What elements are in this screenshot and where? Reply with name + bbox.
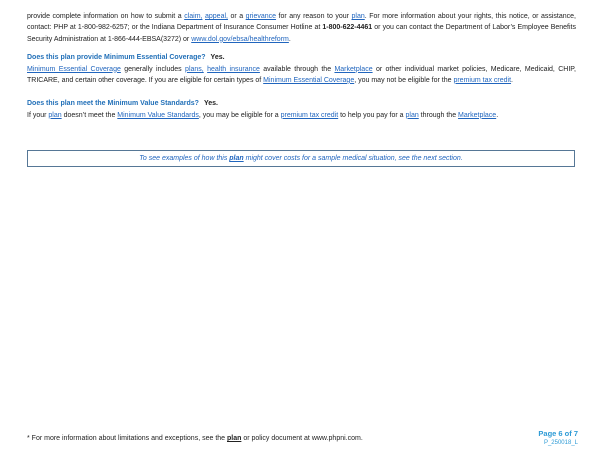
text-segment: , you may not be eligible for the: [354, 76, 454, 84]
section-heading: [27, 98, 576, 110]
text-segment: . For more information about your rights, this notice, or assistance, contact: PHP at 1-800-982-6257; or the Indiana Department of Insurance Consumer Hotline at: [27, 13, 576, 32]
page-info: [538, 429, 578, 447]
term-link[interactable]: Minimum Essential Coverage: [27, 65, 121, 73]
term-link[interactable]: plan: [405, 111, 419, 119]
section-minimum-value-standards: [27, 98, 576, 121]
document-code: P_250018_L: [543, 439, 578, 446]
term-link[interactable]: plan: [48, 111, 62, 119]
page-number: Page 6 of 7: [538, 429, 578, 438]
text-segment: to help you pay for a: [338, 111, 406, 119]
term-link[interactable]: plans,: [185, 65, 204, 73]
text-segment: If your: [27, 111, 49, 119]
term-link[interactable]: claim,: [184, 13, 203, 20]
text-segment: .: [288, 35, 291, 43]
term-link[interactable]: plan: [351, 13, 365, 20]
section-question: Does this plan meet the Minimum Value Standards?: [27, 100, 199, 107]
term-link[interactable]: Marketplace: [458, 111, 497, 119]
term-link[interactable]: Marketplace: [334, 65, 373, 73]
text-segment: , you may be eligible for a: [198, 111, 281, 119]
text-segment: * For more information about limitations and exceptions, see the: [27, 435, 227, 442]
section-answer: Yes.: [203, 100, 218, 107]
term-link[interactable]: www.dol.gov/ebsa/healthreform: [191, 35, 289, 43]
callout-box: [27, 150, 575, 167]
term-link[interactable]: grievance: [245, 13, 277, 20]
text-segment: through the: [418, 111, 459, 119]
term-link[interactable]: appeal,: [205, 13, 228, 20]
footnote: [27, 433, 507, 444]
text-segment: 1-800-622-4461: [322, 24, 373, 32]
section-question: Does this plan provide Minimum Essential Coverage?: [27, 54, 206, 61]
text-segment: or a: [227, 13, 246, 20]
text-segment: generally includes: [120, 65, 186, 73]
intro-paragraph: [27, 11, 576, 45]
term-link[interactable]: plan: [229, 155, 244, 162]
text-segment: or you can contact the Department of Labor’s Employee Benefits Security Administration at 1-866-444-EBSA(3272) or: [27, 24, 576, 43]
text-segment: available through the: [259, 65, 335, 73]
text-segment: provide complete information on how to submit a: [27, 13, 185, 20]
text-segment: for any reason to your: [276, 13, 352, 20]
callout-text: [28, 151, 574, 166]
section-body: [27, 110, 576, 121]
text-segment: or policy document at www.phpni.com.: [241, 435, 363, 442]
text-segment: or other individual market policies, Medicare, Medicaid, CHIP, TRICARE, and certain other coverage. If you are eligible for certain types of: [27, 65, 576, 84]
term-link[interactable]: plan: [227, 435, 242, 442]
term-link[interactable]: premium tax credit: [453, 76, 512, 84]
text-segment: might cover costs for a sample medical situation, see the next section.: [243, 155, 463, 162]
term-link[interactable]: health insurance: [207, 65, 260, 73]
section-heading: [27, 52, 576, 64]
section-body: [27, 64, 576, 87]
text-segment: doesn’t meet the: [61, 111, 118, 119]
text-segment: To see examples of how this: [139, 155, 230, 162]
section-minimum-essential-coverage: [27, 52, 576, 86]
term-link[interactable]: Minimum Value Standards: [117, 111, 199, 119]
text-segment: .: [511, 76, 513, 84]
section-answer: Yes.: [210, 54, 225, 61]
term-link[interactable]: premium tax credit: [280, 111, 339, 119]
term-link[interactable]: Minimum Essential Coverage: [263, 76, 355, 84]
text-segment: .: [496, 111, 499, 119]
